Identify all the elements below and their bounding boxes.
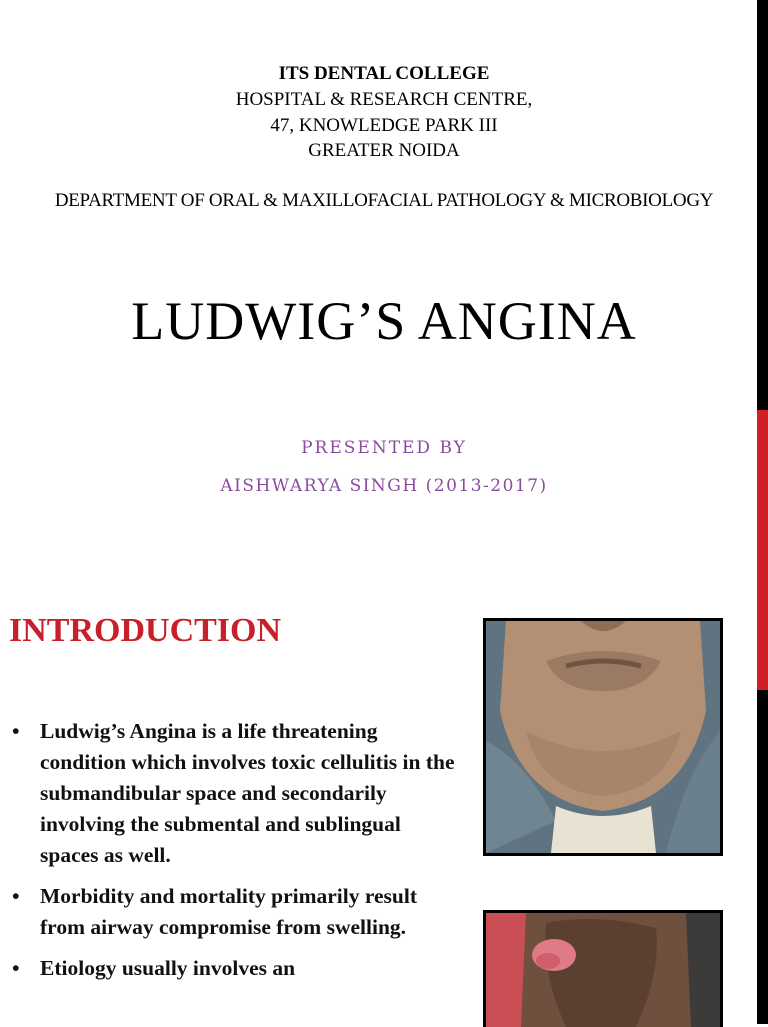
- bullet-text: Ludwig’s Angina is a life threatening condition which involves toxic cellulitis in the submandibular space and secondarily involving the submental and sublingual spaces as well.: [40, 719, 455, 867]
- patient-tongue-illustration: [486, 913, 720, 1027]
- presenter-name: AISHWARYA SINGH (2013-2017): [220, 476, 548, 496]
- patient-neck-photo: [483, 618, 723, 856]
- department-name: DEPARTMENT OF ORAL & MAXILLOFACIAL PATHOLOGY & MICROBIOLOGY: [54, 190, 714, 211]
- address-line-3: GREATER NOIDA: [308, 140, 460, 161]
- patient-neck-illustration: [486, 621, 720, 853]
- presented-by-label: PRESENTED BY: [301, 438, 467, 458]
- bullet-icon: •: [12, 719, 20, 743]
- address-line-1: HOSPITAL & RESEARCH CENTRE,: [235, 89, 533, 110]
- slide-edge-bar-lower: [757, 690, 768, 1024]
- bullet-icon: •: [12, 884, 20, 908]
- college-name: ITS DENTAL COLLEGE: [278, 63, 490, 84]
- bullet-list: [12, 716, 462, 994]
- bullet-icon: •: [12, 956, 20, 980]
- patient-tongue-photo: [483, 910, 723, 1027]
- introduction-heading: INTRODUCTION: [9, 612, 282, 649]
- list-item: [12, 716, 462, 871]
- slide-title: LUDWIG’S ANGINA: [131, 291, 637, 351]
- bullet-text: Etiology usually involves an: [40, 956, 296, 980]
- list-item: [12, 881, 462, 943]
- address-line-2: 47, KNOWLEDGE PARK III: [270, 115, 498, 136]
- list-item: [12, 953, 462, 984]
- bullet-text: Morbidity and mortality primarily result from airway compromise from swelling.: [40, 884, 418, 939]
